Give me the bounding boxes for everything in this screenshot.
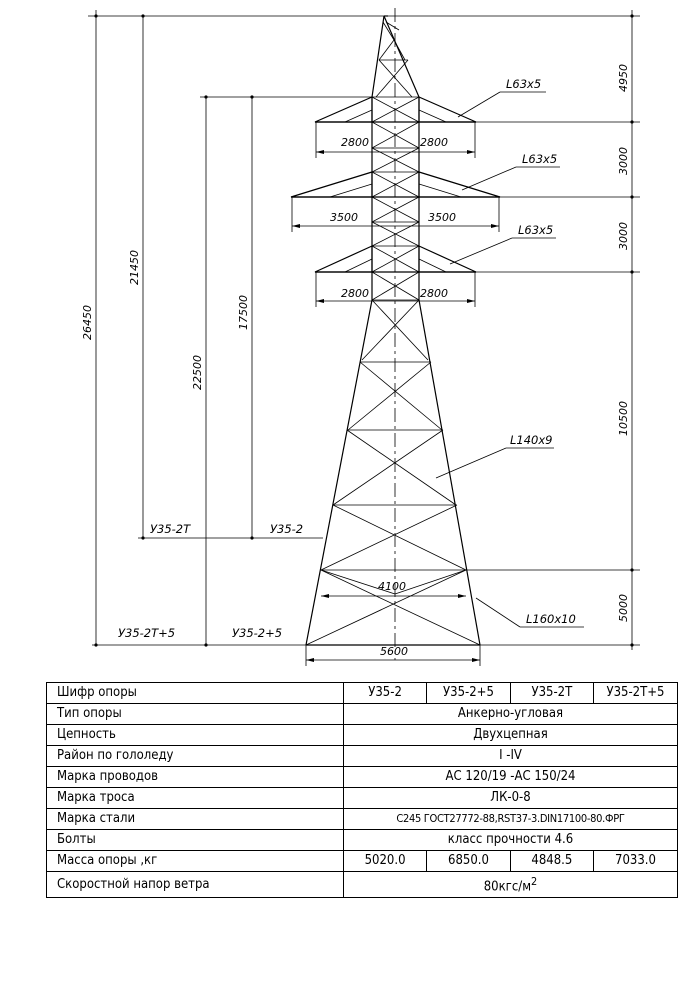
level-u352: У35-2 [270, 522, 304, 536]
inner-base-dim: 4100 [378, 580, 406, 593]
row-label: Цепность [47, 725, 344, 746]
table-row [47, 809, 678, 830]
mass-value: 5020.0 [343, 851, 426, 872]
table-row [47, 767, 678, 788]
upper-right-dim: 2800 [420, 136, 448, 149]
mass-value: 6850.0 [427, 851, 511, 872]
table-row [47, 683, 678, 704]
profile-middle-arm: L63x5 [522, 152, 558, 166]
lower-left-dim: 2800 [341, 287, 369, 300]
row-label: Марка троса [47, 788, 344, 809]
shaft-lattice [372, 97, 419, 300]
table-row [47, 704, 678, 725]
upper-left-dim: 2800 [341, 136, 369, 149]
middle-left-dim: 3500 [330, 211, 358, 224]
dim-26450: 26450 [81, 305, 94, 340]
profile-leg: L140x9 [510, 433, 553, 447]
wind-unit-exponent: 2 [531, 875, 538, 888]
row-value: ЛК-0-8 [343, 788, 677, 809]
profile-lower-arm: L63x5 [518, 223, 554, 237]
row-label: Масса опоры ,кг [47, 851, 344, 872]
spec-table [46, 682, 678, 898]
cipher-value: У35-2 [343, 683, 426, 704]
row-value: С245 ГОСТ27772-88,RST37-3.DIN17100-80.ФРГ [343, 809, 677, 830]
table-row [47, 851, 678, 872]
level-u3525: У35-2+5 [232, 626, 283, 640]
level-u352t: У35-2Т [150, 522, 191, 536]
outer-base-dim: 5600 [380, 645, 408, 658]
profile-base-leg: L160x10 [526, 612, 576, 626]
row-label: Марка стали [47, 809, 344, 830]
mass-value: 4848.5 [510, 851, 593, 872]
dim-21450: 21450 [128, 250, 141, 285]
dim-17500: 17500 [237, 295, 250, 330]
dim-3000-upper: 3000 [617, 147, 630, 175]
row-value: Анкерно-угловая [343, 704, 677, 725]
lower-right-dim: 2800 [420, 287, 448, 300]
wind-value: 80кгс/м [483, 879, 532, 895]
row-label: Шифр опоры [47, 683, 344, 704]
tower-outline [306, 16, 480, 645]
dim-4950: 4950 [617, 64, 630, 92]
dim-3000-lower: 3000 [617, 222, 630, 250]
left-dimension-lines [88, 10, 384, 647]
table-row [47, 872, 678, 898]
dim-10500: 10500 [617, 401, 630, 436]
body-lattice [306, 300, 480, 645]
cipher-value: У35-2Т+5 [593, 683, 677, 704]
table-row [47, 725, 678, 746]
row-label: Тип опоры [47, 704, 344, 725]
row-value [343, 872, 677, 898]
middle-right-dim: 3500 [428, 211, 456, 224]
level-u352t5: У35-2Т+5 [118, 626, 176, 640]
table-row [47, 788, 678, 809]
table-row [47, 830, 678, 851]
row-label: Марка проводов [47, 767, 344, 788]
crossarm-dimensions [292, 122, 499, 307]
dim-22500: 22500 [191, 355, 204, 390]
profile-upper-arm: L63x5 [506, 77, 542, 91]
row-label: Скоростной напор ветра [47, 872, 344, 898]
table-row [47, 746, 678, 767]
cipher-value: У35-2+5 [427, 683, 511, 704]
row-value: АС 120/19 -АС 150/24 [343, 767, 677, 788]
cipher-value: У35-2Т [510, 683, 593, 704]
row-label: Район по гололеду [47, 746, 344, 767]
profile-leaders [436, 92, 584, 627]
row-value: Двухцепная [343, 725, 677, 746]
mass-value: 7033.0 [593, 851, 677, 872]
row-label: Болты [47, 830, 344, 851]
dim-5000: 5000 [617, 594, 630, 622]
right-dimension-chain [388, 10, 640, 650]
row-value: I -IV [343, 746, 677, 767]
row-value: класс прочности 4.6 [343, 830, 677, 851]
